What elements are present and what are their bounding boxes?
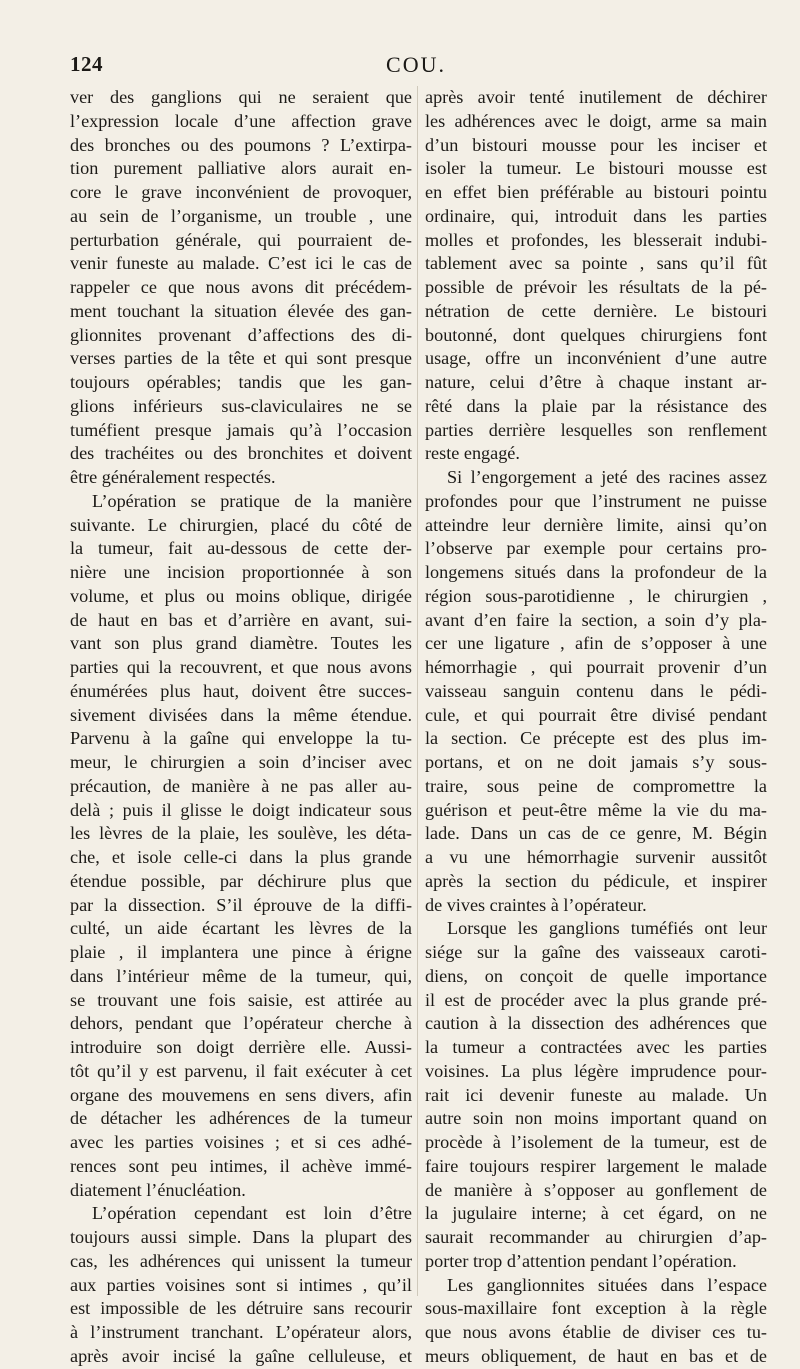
page-header bbox=[70, 52, 762, 82]
text-line: saurait recommander au chirurgien d’ap- bbox=[425, 1227, 767, 1247]
text-line: par la dissection. S’il éprouve de la diffi- bbox=[70, 894, 412, 915]
text-line: de vives craintes à l’opérateur. bbox=[425, 894, 647, 915]
text-line: culté, un aide écartant les lèvres de la bbox=[70, 918, 412, 939]
text-line: glionnites provenant d’affections des di- bbox=[70, 324, 412, 345]
text-line: delà ; puis il glisse le doigt indicateur sous bbox=[70, 799, 412, 820]
text-line: rappeler ce que nous avons dit précédem- bbox=[70, 277, 412, 297]
text-line: précaution, de manière à ne pas aller au- bbox=[70, 775, 412, 796]
text-line: plaie , il implantera une pince à érigne bbox=[70, 942, 412, 962]
text-line: la section. Ce précepte est des plus im- bbox=[425, 728, 767, 749]
text-line: avant d’en faire la section, a soin d’y pla- bbox=[425, 609, 767, 630]
text-line: nière une incision proportionnée à son bbox=[70, 562, 412, 582]
text-line: verses parties de la tête et qui sont presque bbox=[70, 348, 412, 369]
text-line: rences sont peu intimes, il achève immé- bbox=[70, 1155, 412, 1176]
text-line: meurs obliquement, de haut en bas et de bbox=[425, 1345, 767, 1366]
text-line: de détacher les adhérences de la tumeur bbox=[70, 1108, 412, 1129]
text-line: isoler la tumeur. Le bistouri mousse est bbox=[425, 158, 767, 179]
text-line: atteindre leur dernière limite, ainsi qu’on bbox=[425, 514, 767, 535]
text-line: organe des mouvemens en sens divers, afin bbox=[70, 1084, 412, 1105]
text-line: ordinaire, qui, introduit dans les parties bbox=[425, 205, 767, 226]
text-line: cas, les adhérences qui unissent la tumeur bbox=[70, 1250, 412, 1271]
text-line: rêté dans la plaie par la résistance des bbox=[425, 395, 767, 416]
text-line: traire, sous peine de compromettre la bbox=[425, 775, 767, 796]
text-line: boutonné, dont quelques chirurgiens font bbox=[425, 324, 767, 345]
text-line: rait ici devenir funeste au malade. Un bbox=[425, 1084, 767, 1105]
text-line: les lèvres de la plaie, les soulève, les déta- bbox=[70, 823, 412, 844]
text-line: caution à la dissection des adhérences que bbox=[425, 1013, 767, 1034]
right-text-column bbox=[425, 86, 767, 1369]
text-line: de haut en bas et d’arrière en avant, sui- bbox=[70, 609, 412, 630]
text-line: diens, on conçoit de quelle importance bbox=[425, 965, 767, 986]
text-line: de manière à s’opposer au gonflement de bbox=[425, 1179, 767, 1200]
running-head: COU. bbox=[386, 52, 446, 77]
text-line: porter trop d’attention pendant l’opération. bbox=[425, 1250, 737, 1271]
text-line: nétration de cette dernière. Le bistouri bbox=[425, 300, 767, 321]
text-line: d’un bistouri mousse pour les inciser et bbox=[425, 134, 767, 155]
left-text-column bbox=[70, 86, 412, 1369]
page-number: 124 bbox=[70, 52, 103, 76]
text-line: se trouvant une fois saisie, est attirée au bbox=[70, 989, 412, 1010]
text-line: l’expression locale d’une affection grave bbox=[70, 110, 412, 131]
text-line: après avoir incisé la gaîne celluleuse, et bbox=[70, 1345, 412, 1366]
text-line: sous-maxillaire font exception à la règle bbox=[425, 1298, 767, 1319]
text-line: L’opération cependant est loin d’être bbox=[92, 1203, 412, 1224]
text-line: toujours opérables; tandis que les gan- bbox=[70, 372, 412, 392]
text-line: après la section du pédicule, et inspirer bbox=[425, 870, 767, 891]
text-line: tion purement palliative alors aurait en- bbox=[70, 158, 412, 179]
text-line: que nous avons établie de diviser ces tu- bbox=[425, 1322, 767, 1342]
text-line: parties derrière lesquelles son renflement bbox=[425, 419, 767, 440]
text-line: au sein de l’organisme, un trouble , une bbox=[70, 205, 412, 226]
text-line: autre soin non moins important quand on bbox=[425, 1108, 767, 1129]
text-line: Parvenu à la gaîne qui enveloppe la tu- bbox=[70, 728, 412, 749]
text-line: en effet bien préférable au bistouri pointu bbox=[425, 182, 767, 202]
text-line: venir funeste au malade. C’est ici le cas de bbox=[70, 253, 412, 274]
text-line: cer une ligature , afin de s’opposer à une bbox=[425, 633, 767, 654]
text-line: des bronches ou des poumons ? L’extirpa- bbox=[70, 134, 412, 155]
text-line: cule, et qui pourrait être divisé pendant bbox=[425, 704, 767, 725]
column-divider bbox=[417, 86, 418, 1296]
text-line: Si l’engorgement a jeté des racines assez bbox=[447, 467, 767, 487]
text-line: des trachéites ou des bronchites et doivent bbox=[70, 443, 412, 464]
text-line: énumérées plus haut, doivent être succes- bbox=[70, 680, 412, 701]
text-line: Les ganglionnites situées dans l’espace bbox=[447, 1274, 767, 1295]
text-line: aux parties voisines sont si intimes , qu’il bbox=[70, 1274, 412, 1295]
text-line: il est de procéder avec la plus grande pré- bbox=[425, 989, 767, 1010]
text-line: portans, et on ne doit jamais s’y sous- bbox=[425, 752, 767, 772]
text-line: a vu une hémorrhagie survenir aussitôt bbox=[425, 847, 767, 867]
text-line: l’observe par exemple pour certains pro- bbox=[425, 538, 767, 559]
text-line: tablement avec sa pointe , sans qu’il fût bbox=[425, 253, 767, 274]
text-line: reste engagé. bbox=[425, 443, 520, 464]
text-line: vant son plus grand diamètre. Toutes les bbox=[70, 633, 412, 654]
text-line: Lorsque les ganglions tuméfiés ont leur bbox=[447, 918, 767, 939]
text-line: glions inférieurs sus-claviculaires ne se bbox=[70, 395, 412, 416]
text-line: les adhérences avec le doigt, arme sa main bbox=[425, 110, 767, 131]
text-line: possible de prévoir les résultats de la pé- bbox=[425, 277, 767, 297]
text-line: suivante. Le chirurgien, placé du côté de bbox=[70, 514, 412, 535]
text-line: faire toujours respirer largement le malade bbox=[425, 1155, 767, 1176]
text-line: région sous-parotidienne , le chirurgien , bbox=[425, 585, 767, 606]
text-line: usage, offre un inconvénient d’une autre bbox=[425, 348, 767, 369]
text-line: core le grave inconvénient de provoquer, bbox=[70, 182, 412, 202]
text-line: perturbation générale, qui pourraient de- bbox=[70, 229, 412, 250]
text-line: guérison et peut-être même la vie du ma- bbox=[425, 799, 767, 820]
text-line: lade. Dans un cas de ce genre, M. Bégin bbox=[425, 823, 767, 844]
text-line: volume, et plus ou moins oblique, dirigée bbox=[70, 585, 412, 606]
text-line: parties qui la recouvrent, et que nous avons bbox=[70, 657, 412, 677]
text-line: toujours aussi simple. Dans la plupart des bbox=[70, 1227, 412, 1247]
text-line: introduire son doigt derrière elle. Aussi- bbox=[70, 1037, 412, 1057]
text-line: la jugulaire interne; à cet égard, on ne bbox=[425, 1203, 767, 1224]
text-line: molles et profondes, les blesserait indubi- bbox=[425, 229, 767, 250]
text-line: tuméfient presque jamais qu’à l’occasion bbox=[70, 419, 412, 440]
text-line: avec les parties voisines ; et si ces adhé- bbox=[70, 1132, 412, 1152]
text-line: diatement l’énucléation. bbox=[70, 1179, 246, 1200]
text-line: longemens situés dans la profondeur de la bbox=[425, 562, 767, 582]
text-line: étendue possible, par déchirure plus que bbox=[70, 870, 412, 891]
text-line: la tumeur, fait au-dessous de cette der- bbox=[70, 538, 412, 559]
text-line: profondes pour que l’instrument ne puisse bbox=[425, 490, 767, 511]
text-line: à l’instrument tranchant. L’opérateur alors, bbox=[70, 1322, 412, 1342]
text-line: ment touchant la situation élevée des gan- bbox=[70, 300, 412, 321]
text-line: être généralement respectés. bbox=[70, 467, 276, 487]
text-line: après avoir tenté inutilement de déchirer bbox=[425, 87, 767, 107]
text-line: dans l’intérieur même de la tumeur, qui, bbox=[70, 965, 412, 986]
text-line: procède à l’isolement de la tumeur, est de bbox=[425, 1132, 767, 1152]
text-line: hémorrhagie , qui pourrait provenir d’un bbox=[425, 657, 767, 677]
text-line: est impossible de les détruire sans recourir bbox=[70, 1298, 412, 1319]
text-line: ver des ganglions qui ne seraient que bbox=[70, 87, 412, 107]
text-line: voisines. La plus légère imprudence pour- bbox=[425, 1060, 767, 1081]
text-line: la tumeur a contractées avec les parties bbox=[425, 1037, 767, 1057]
text-line: vaisseau sanguin contenu dans le pédi- bbox=[425, 680, 767, 701]
text-line: meur, le chirurgien a soin d’inciser avec bbox=[70, 752, 412, 772]
text-line: tôt qu’il y est parvenu, il fait exécuter à cet bbox=[70, 1060, 412, 1081]
text-line: sivement divisées dans la même étendue. bbox=[70, 704, 412, 725]
text-line: siége sur la gaîne des vaisseaux caroti- bbox=[425, 942, 767, 962]
text-line: dehors, pendant que l’opérateur cherche à bbox=[70, 1013, 412, 1034]
text-line: che, et isole celle-ci dans la plus grande bbox=[70, 847, 412, 867]
text-line: L’opération se pratique de la manière bbox=[92, 490, 412, 511]
text-line: nature, celui d’être à chaque instant ar- bbox=[425, 372, 767, 392]
